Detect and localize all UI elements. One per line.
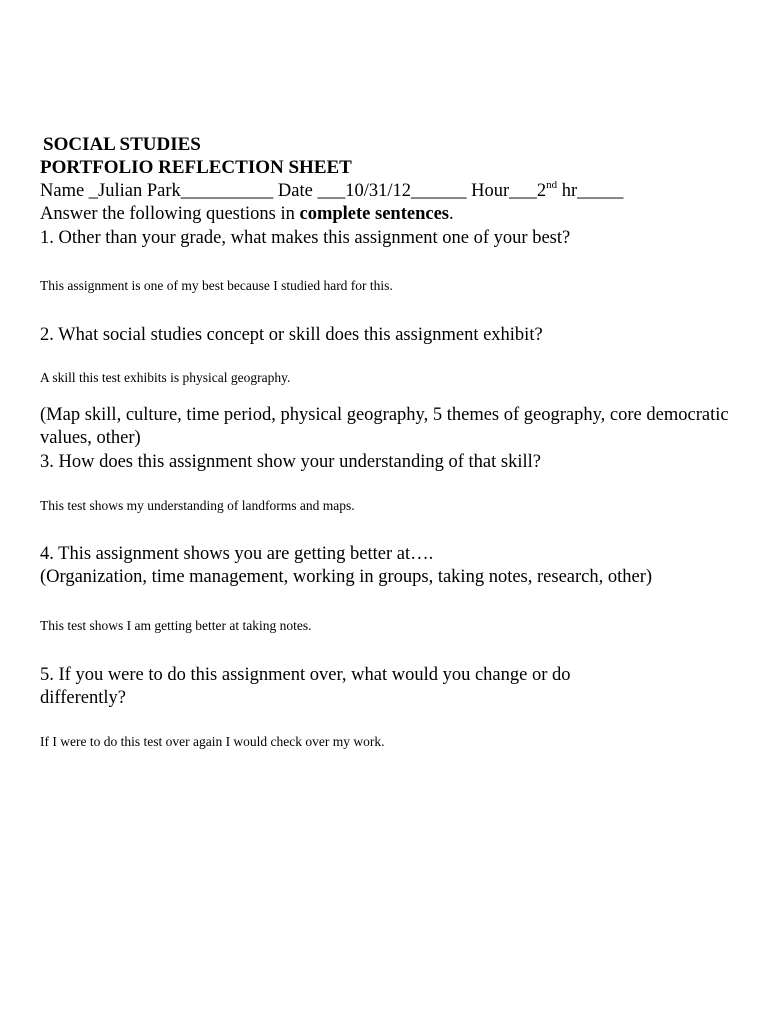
sheet-title: PORTFOLIO REFLECTION SHEET	[40, 157, 352, 178]
instructions-emphasis: complete sentences	[299, 204, 449, 224]
instructions	[40, 203, 454, 226]
question-4-options: (Organization, time management, working in groups, taking notes, research, other)	[40, 567, 653, 587]
question-1: 1. Other than your grade, what makes this assignment one of your best?	[40, 228, 571, 248]
question-4: 4. This assignment shows you are getting better at….	[40, 544, 434, 564]
answer-4: This test shows I am getting better at taking notes.	[40, 618, 312, 633]
instructions-prefix: Answer the following questions in	[40, 204, 300, 224]
instructions-suffix: .	[449, 204, 454, 224]
answer-3: This test shows my understanding of landforms and maps.	[40, 498, 355, 513]
answer-2: A skill this test exhibits is physical geography.	[40, 370, 291, 385]
question-2: 2. What social studies concept or skill does this assignment exhibit?	[40, 325, 543, 345]
question-5: 5. If you were to do this assignment over, what would you change or do differently?	[40, 665, 571, 708]
question-3: 3. How does this assignment show your understanding of that skill?	[40, 452, 541, 472]
answer-5: If I were to do this test over again I would check over my work.	[40, 734, 385, 749]
answer-1: This assignment is one of my best because I studied hard for this.	[40, 278, 393, 293]
hour-tail: hr_____	[557, 181, 624, 201]
subject-heading: SOCIAL STUDIES	[43, 134, 201, 155]
question-2-options: (Map skill, culture, time period, physical geography, 5 themes of geography, core democratic values, other)	[40, 405, 729, 448]
hour-suffix: nd	[546, 178, 558, 191]
student-info-line	[40, 180, 623, 203]
name-date-hour: Name _Julian Park__________ Date ___10/31/12______ Hour___2	[40, 181, 547, 201]
